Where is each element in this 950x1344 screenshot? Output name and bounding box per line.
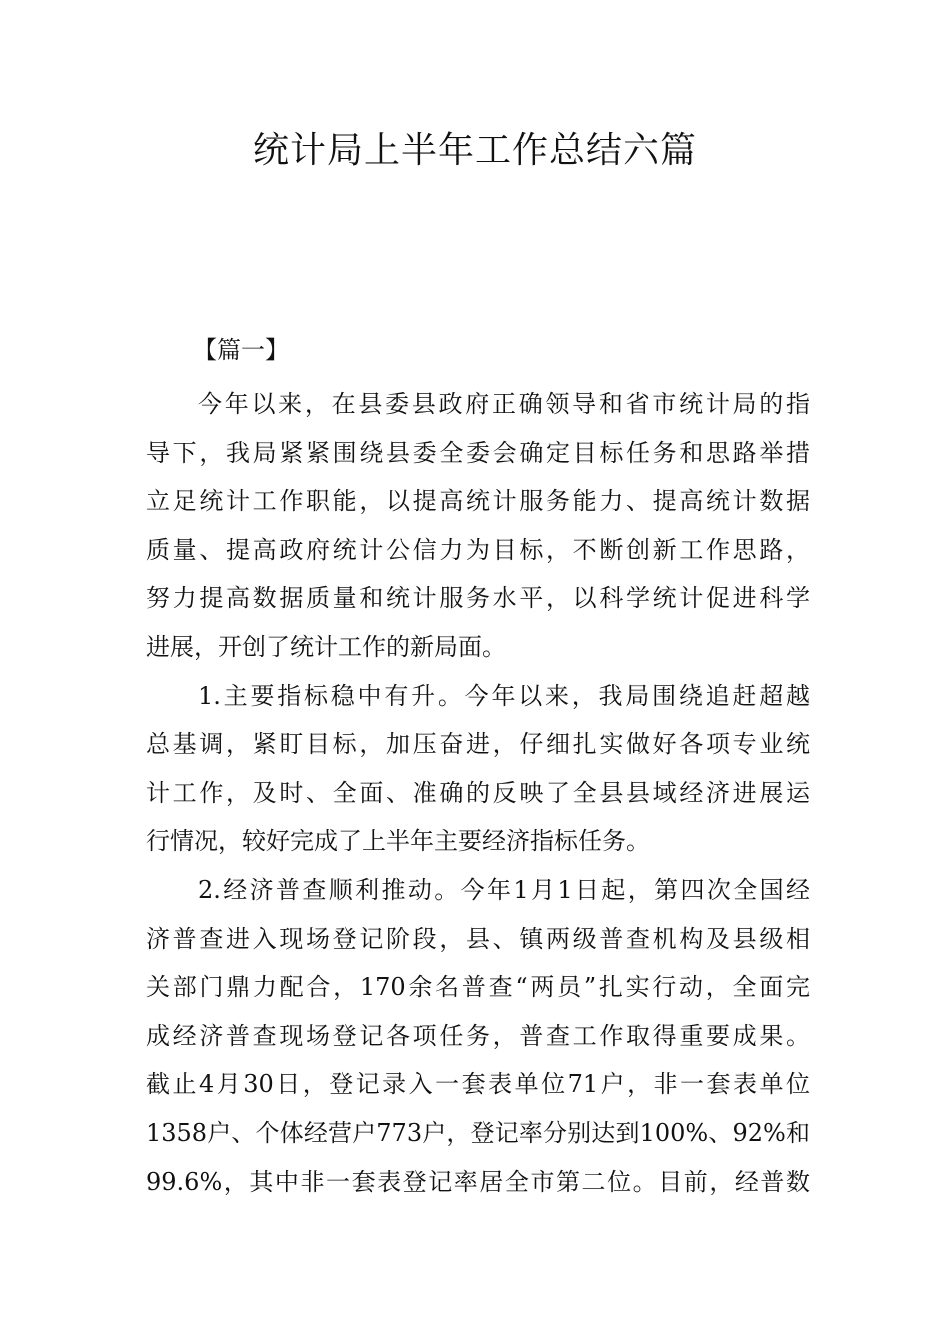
paragraph-line: 立足统计工作职能，以提高统计服务能力、提高统计数据 (146, 487, 810, 516)
paragraph-line: 进展，开创了统计工作的新局面。 (146, 632, 506, 661)
paragraph-line: 总基调，紧盯目标，加压奋进，仔细扎实做好各项专业统 (146, 730, 810, 759)
paragraph-line: 关部门鼎力配合，170余名普查“两员”扎实行动，全面完 (146, 973, 810, 1002)
section-heading: 【篇一】 (193, 336, 289, 364)
paragraph-line: 导下，我局紧紧围绕县委全委会确定目标任务和思路举措 (146, 438, 810, 467)
paragraph-line: 质量、提高政府统计公信力为目标，不断创新工作思路， (146, 535, 810, 564)
document-title: 统计局上半年工作总结六篇 (252, 130, 697, 171)
paragraph-line: 行情况，较好完成了上半年主要经济指标任务。 (146, 827, 650, 856)
paragraph-line: 2.经济普查顺利推动。今年1月1日起，第四次全国经 (198, 875, 810, 904)
paragraph-line: 1.主要指标稳中有升。今年以来，我局围绕追赶超越 (198, 681, 810, 710)
paragraph-line: 截止4月30日，登记录入一套表单位71户，非一套表单位 (146, 1070, 810, 1099)
paragraph-line: 成经济普查现场登记各项任务，普查工作取得重要成果。 (146, 1021, 810, 1050)
body-text (146, 380, 810, 1206)
paragraph-line: 99.6%，其中非一套表登记率居全市第二位。目前，经普数 (146, 1167, 810, 1196)
paragraph-line: 计工作，及时、全面、准确的反映了全县县域经济进展运 (146, 778, 810, 807)
paragraph-line: 努力提高数据质量和统计服务水平，以科学统计促进科学 (146, 584, 810, 613)
paragraph-line: 今年以来，在县委县政府正确领导和省市统计局的指 (198, 390, 810, 418)
paragraph-line: 济普查进入现场登记阶段，县、镇两级普查机构及县级相 (146, 924, 810, 953)
paragraph-line: 1358户、个体经营户773户，登记率分别达到100%、92%和 (146, 1118, 810, 1147)
